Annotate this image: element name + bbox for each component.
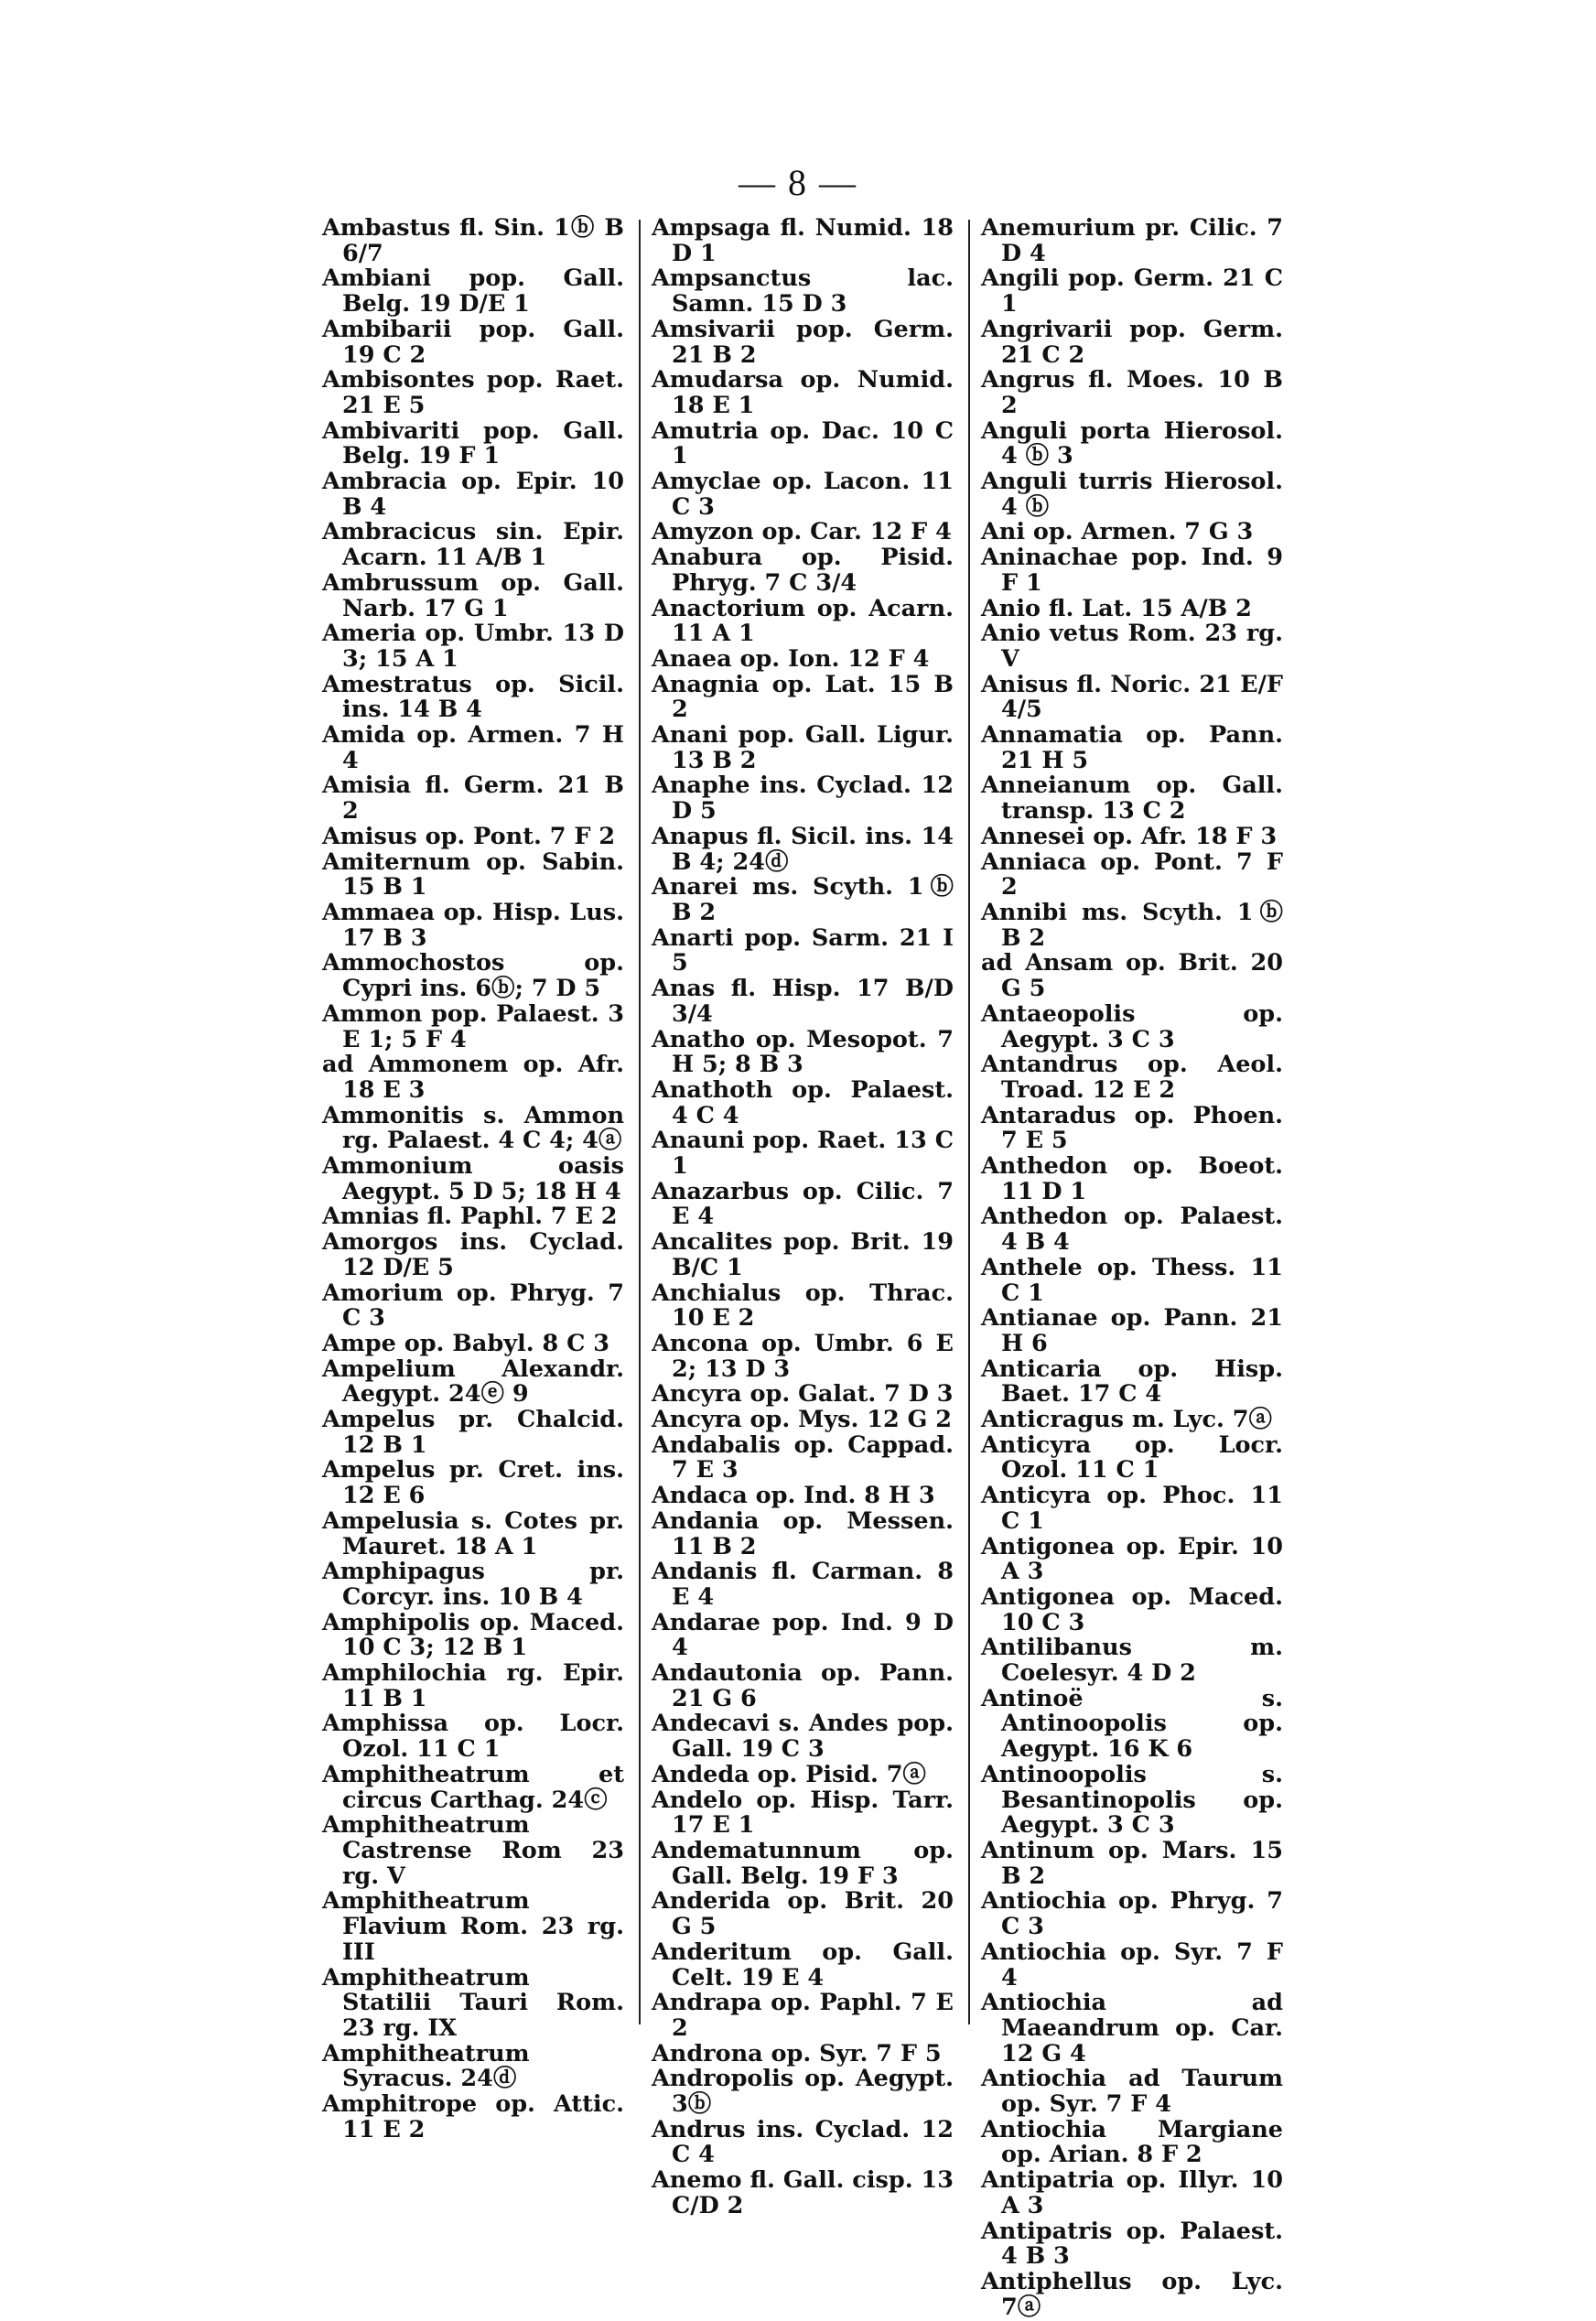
index-entry: Ancona op. Umbr. 6 E 2; 13 D 3 <box>652 1329 954 1383</box>
index-entry: Amutria op. Dac. 10 C 1 <box>652 416 954 470</box>
index-entry: Andanis fl. Carman. 8 E 4 <box>652 1558 954 1611</box>
index-entry: Antigonea op. Epir. 10 A 3 <box>981 1532 1283 1586</box>
index-entry: Amphissa op. Locr. Ozol. 11 C 1 <box>322 1710 624 1764</box>
index-entry: Ammonium oasis Aegypt. 5 D 5; 18 H 4 <box>322 1152 624 1205</box>
index-entry: Anthele op. Thess. 11 C 1 <box>981 1253 1283 1307</box>
index-entry: Amphilochia rg. Epir. 11 B 1 <box>322 1659 624 1712</box>
index-entry: Anniaca op. Pont. 7 F 2 <box>981 847 1283 901</box>
index-entry: Amphitrope op. Attic. 11 E 2 <box>322 2090 624 2143</box>
index-entry: Annesei op. Afr. 18 F 3 <box>981 822 1278 850</box>
index-entry: Antiochia op. Phryg. 7 C 3 <box>981 1887 1283 1941</box>
index-entry: Amisia fl. Germ. 21 B 2 <box>322 772 624 826</box>
index-entry: Andecavi s. Andes pop. Gall. 19 C 3 <box>652 1710 954 1764</box>
index-entry: Ameria op. Umbr. 13 D 3; 15 A 1 <box>322 620 624 673</box>
index-entry: Amorium op. Phryg. 7 C 3 <box>322 1279 624 1333</box>
index-entry: Anemurium pr. Cilic. 7 D 4 <box>981 214 1283 267</box>
index-entry: Amnias fl. Paphl. 7 E 2 <box>322 1203 618 1231</box>
index-column-1 <box>322 216 624 2143</box>
index-entry: Ampsaga fl. Numid. 18 D 1 <box>652 214 954 267</box>
index-entry: Anthedon op. Boeot. 11 D 1 <box>981 1152 1283 1205</box>
index-entry: Aninachae pop. Ind. 9 F 1 <box>981 544 1283 597</box>
index-entry: Angrus fl. Moes. 10 B 2 <box>981 366 1283 419</box>
index-entry: Antilibanus m. Coelesyr. 4 D 2 <box>981 1634 1283 1688</box>
index-entry: Ambracicus sin. Epir. Acarn. 11 A/B 1 <box>322 518 624 572</box>
index-entry: Anchialus op. Thrac. 10 E 2 <box>652 1279 954 1333</box>
index-entry: Amyclae op. Lacon. 11 C 3 <box>652 468 954 521</box>
index-entry: Anneianum op. Gall. transp. 13 C 2 <box>981 772 1283 826</box>
index-entry: Amphipolis op. Maced. 10 C 3; 12 B 1 <box>322 1608 624 1662</box>
column-rule-2 <box>968 220 970 2024</box>
index-entry: Anarti pop. Sarm. 21 I 5 <box>652 923 954 977</box>
index-column-2 <box>652 216 954 2219</box>
index-entry: Andania op. Messen. 11 B 2 <box>652 1506 954 1560</box>
index-entry: Amphipagus pr. Corcyr. ins. 10 B 4 <box>322 1558 624 1611</box>
index-entry: Ammonitis s. Ammon rg. Palaest. 4 C 4; 4ⓐ <box>322 1101 624 1155</box>
index-entry: Anticaria op. Hisp. Baet. 17 C 4 <box>981 1355 1283 1409</box>
index-entry: Ancyra op. Galat. 7 D 3 <box>652 1380 954 1409</box>
index-entry: Ambiani pop. Gall. Belg. 19 D/E 1 <box>322 264 624 318</box>
index-entry: Antiochia ad Maeandrum op. Car. 12 G 4 <box>981 1989 1283 2067</box>
index-entry: Antiochia Margiane op. Arian. 8 F 2 <box>981 2115 1283 2169</box>
index-entry: Amisus op. Pont. 7 F 2 <box>322 822 616 850</box>
index-entry: Antaradus op. Phoen. 7 E 5 <box>981 1101 1283 1155</box>
index-entry: Ampsanctus lac. Samn. 15 D 3 <box>652 264 954 318</box>
index-entry: Anathoth op. Palaest. 4 C 4 <box>652 1075 954 1129</box>
index-entry: ad Ammonem op. Afr. 18 E 3 <box>322 1051 624 1104</box>
index-entry: Andrus ins. Cyclad. 12 C 4 <box>652 2115 954 2169</box>
index-entry: Andaca op. Ind. 8 H 3 <box>652 1482 935 1510</box>
index-entry: Anguli porta Hierosol. 4 ⓑ 3 <box>981 416 1283 470</box>
index-entry: Antaeopolis op. Aegypt. 3 C 3 <box>981 999 1283 1053</box>
index-entry: Antinoopolis s. Besantinopolis op. Aegypt. 3 C 3 <box>981 1760 1283 1840</box>
page-number: — 8 — <box>739 162 857 203</box>
index-entry: Anaphe ins. Cyclad. 12 D 5 <box>652 772 954 826</box>
index-entry: Amphitheatrum Statilii Tauri Rom. 23 rg. IX <box>322 1963 624 2042</box>
index-entry: Andelo op. Hisp. Tarr. 17 E 1 <box>652 1786 954 1840</box>
index-entry: Ancyra op. Mys. 12 G 2 <box>652 1406 953 1434</box>
index-entry: Angili pop. Germ. 21 C 1 <box>981 264 1283 318</box>
index-entry: Ampelus pr. Chalcid. 12 B 1 <box>322 1406 624 1459</box>
index-entry: Ambibarii pop. Gall. 19 C 2 <box>322 315 624 369</box>
index-entry: Ammaea op. Hisp. Lus. 17 B 3 <box>322 898 624 952</box>
index-entry: Anemo fl. Gall. cisp. 13 C/D 2 <box>652 2166 954 2219</box>
index-entry: Andautonia op. Pann. 21 G 6 <box>652 1659 954 1712</box>
index-entry: Amphitheatrum Castrense Rom 23 rg. V <box>322 1811 624 1890</box>
index-entry: Angrivarii pop. Germ. 21 C 2 <box>981 315 1283 369</box>
index-entry: Anapus fl. Sicil. ins. 14 B 4; 24ⓓ <box>652 822 954 876</box>
index-entry: Ani op. Armen. 7 G 3 <box>981 518 1254 546</box>
index-entry: Anticragus m. Lyc. 7ⓐ <box>981 1406 1272 1434</box>
index-entry: Amestratus op. Sicil. ins. 14 B 4 <box>322 670 624 724</box>
index-entry: Antiphellus op. Lyc. 7ⓐ <box>981 2267 1283 2321</box>
index-entry: Anauni pop. Raet. 13 C 1 <box>652 1127 954 1181</box>
index-entry: Ampelusia s. Cotes pr. Mauret. 18 A 1 <box>322 1506 624 1560</box>
index-entry: Antandrus op. Aeol. Troad. 12 E 2 <box>981 1051 1283 1104</box>
index-entry: Ampelium Alexandr. Aegypt. 24ⓔ 9 <box>322 1355 624 1409</box>
index-entry: Andarae pop. Ind. 9 D 4 <box>652 1608 954 1662</box>
index-entry: Andrapa op. Paphl. 7 E 2 <box>652 1989 954 2042</box>
index-entry: Anabura op. Pisid. Phryg. 7 C 3/4 <box>652 544 954 597</box>
index-entry: ad Ansam op. Brit. 20 G 5 <box>981 949 1283 1003</box>
index-entry: Antinoë s. Antinoopolis op. Aegypt. 16 K 6 <box>981 1684 1283 1764</box>
index-entry: Antipatris op. Palaest. 4 B 3 <box>981 2217 1283 2271</box>
index-entry: Antigonea op. Maced. 10 C 3 <box>981 1582 1283 1636</box>
index-entry: Anderida op. Brit. 20 G 5 <box>652 1887 954 1941</box>
index-entry: Ampe op. Babyl. 8 C 3 <box>322 1329 609 1357</box>
index-entry: Anio fl. Lat. 15 A/B 2 <box>981 594 1252 622</box>
index-entry: Anarei ms. Scyth. 1ⓑ B 2 <box>652 873 954 926</box>
index-entry: Anaea op. Ion. 12 F 4 <box>652 644 930 673</box>
index-entry: Anio vetus Rom. 23 rg. V <box>981 620 1283 673</box>
index-entry: Amphitheatrum et circus Carthag. 24ⓒ <box>322 1760 624 1814</box>
index-entry: Androna op. Syr. 7 F 5 <box>652 2039 942 2067</box>
index-entry: Anguli turris Hierosol. 4 ⓑ <box>981 468 1283 521</box>
index-entry: Anazarbus op. Cilic. 7 E 4 <box>652 1177 954 1231</box>
index-entry: Amphitheatrum Flavium Rom. 23 rg. III <box>322 1887 624 1966</box>
index-entry: Ambivariti pop. Gall. Belg. 19 F 1 <box>322 416 624 470</box>
index-entry: Ampelus pr. Cret. ins. 12 E 6 <box>322 1456 624 1510</box>
index-entry: Anticyra op. Phoc. 11 C 1 <box>981 1482 1283 1535</box>
index-entry: Andropolis op. Aegypt. 3ⓑ <box>652 2065 954 2119</box>
index-entry: Antiochia op. Syr. 7 F 4 <box>981 1938 1283 1992</box>
index-entry: Amudarsa op. Numid. 18 E 1 <box>652 366 954 419</box>
index-entry: Ambracia op. Epir. 10 B 4 <box>322 468 624 521</box>
index-entry: Ammochostos op. Cypri ins. 6ⓑ; 7 D 5 <box>322 949 624 1003</box>
index-entry: Anani pop. Gall. Ligur. 13 B 2 <box>652 721 954 774</box>
index-entry: Ancalites pop. Brit. 19 B/C 1 <box>652 1228 954 1281</box>
index-entry: Andeda op. Pisid. 7ⓐ <box>652 1760 926 1788</box>
index-entry: Anthedon op. Palaest. 4 B 4 <box>981 1203 1283 1257</box>
index-entry: Antiochia ad Taurum op. Syr. 7 F 4 <box>981 2065 1283 2119</box>
index-entry: Annamatia op. Pann. 21 H 5 <box>981 721 1283 774</box>
index-entry: Andematunnum op. Gall. Belg. 19 F 3 <box>652 1837 954 1890</box>
index-entry: Anticyra op. Locr. Ozol. 11 C 1 <box>981 1430 1283 1484</box>
index-entry: Amsivarii pop. Germ. 21 B 2 <box>652 315 954 369</box>
index-entry: Anatho op. Mesopot. 7 H 5; 8 B 3 <box>652 1025 954 1079</box>
column-rule-1 <box>639 220 641 2024</box>
index-entry: Amiternum op. Sabin. 15 B 1 <box>322 847 624 901</box>
index-entry: Anas fl. Hisp. 17 B/D 3/4 <box>652 975 954 1028</box>
index-column-3 <box>981 216 1283 2320</box>
index-entry: Amyzon op. Car. 12 F 4 <box>652 518 952 546</box>
index-entry: Ambisontes pop. Raet. 21 E 5 <box>322 366 624 419</box>
index-entry: Annibi ms. Scyth. 1ⓑ B 2 <box>981 898 1283 952</box>
index-entry: Ambastus fl. Sin. 1ⓑ B 6/7 <box>322 214 624 267</box>
index-entry: Ambrussum op. Gall. Narb. 17 G 1 <box>322 568 624 622</box>
index-entry: Antipatria op. Illyr. 10 A 3 <box>981 2166 1283 2219</box>
index-entry: Anactorium op. Acarn. 11 A 1 <box>652 594 954 648</box>
index-entry: Anisus fl. Noric. 21 E/F 4/5 <box>981 670 1283 724</box>
index-entry: Amida op. Armen. 7 H 4 <box>322 721 624 774</box>
index-entry: Andabalis op. Cappad. 7 E 3 <box>652 1430 954 1484</box>
index-entry: Anderitum op. Gall. Celt. 19 E 4 <box>652 1938 954 1992</box>
index-entry: Anagnia op. Lat. 15 B 2 <box>652 670 954 724</box>
index-entry: Antinum op. Mars. 15 B 2 <box>981 1837 1283 1890</box>
index-entry: Amorgos ins. Cyclad. 12 D/E 5 <box>322 1228 624 1281</box>
index-entry: Ammon pop. Palaest. 3 E 1; 5 F 4 <box>322 999 624 1053</box>
index-entry: Amphitheatrum Syracus. 24ⓓ <box>322 2039 530 2093</box>
index-entry: Antianae op. Pann. 21 H 6 <box>981 1304 1283 1357</box>
